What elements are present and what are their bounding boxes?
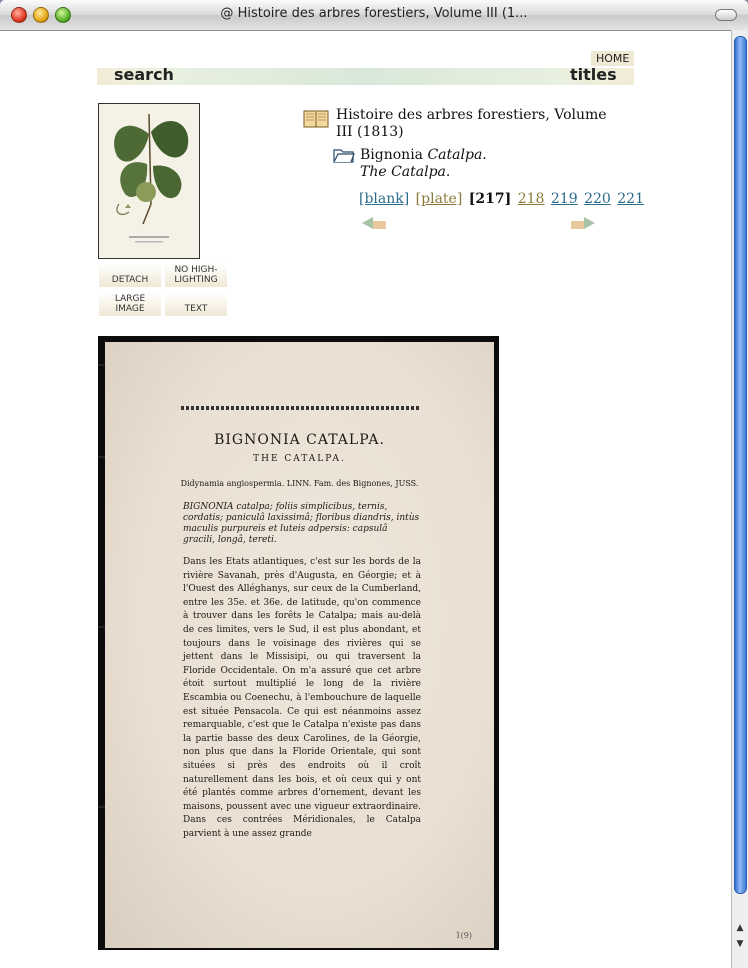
catalpa-plate-image bbox=[99, 104, 199, 258]
folder-icon bbox=[333, 147, 355, 167]
text-label: TEXT bbox=[184, 304, 208, 314]
ornamental-rule bbox=[181, 406, 421, 410]
no-highlighting-button[interactable] bbox=[165, 263, 227, 287]
scan-classification: Didynamia angiospermia. LINN. Fam. des Bignones, JUSS. bbox=[180, 479, 419, 488]
window-title bbox=[0, 6, 748, 21]
no-highlighting-label-2: LIGHTING bbox=[174, 275, 218, 285]
page-link-218[interactable]: 218 bbox=[517, 191, 545, 207]
home-link[interactable]: HOME bbox=[591, 51, 634, 66]
next-page-arrow-icon[interactable] bbox=[570, 215, 596, 234]
scroll-down-arrow-icon[interactable]: ▼ bbox=[736, 939, 744, 949]
title-bar bbox=[0, 0, 748, 31]
text-button[interactable] bbox=[165, 292, 227, 316]
large-image-label bbox=[99, 294, 161, 314]
book-icon bbox=[303, 109, 329, 133]
nav-bar bbox=[97, 68, 634, 85]
scanned-page bbox=[105, 342, 494, 948]
large-image-button[interactable] bbox=[99, 292, 161, 316]
plate-thumbnail[interactable] bbox=[98, 103, 200, 259]
page-link-221[interactable]: 221 bbox=[617, 191, 644, 207]
large-image-label-2: IMAGE bbox=[115, 304, 145, 314]
scroll-up-arrow-icon[interactable]: ▲ bbox=[736, 923, 744, 933]
no-highlighting-label bbox=[165, 265, 227, 285]
large-image-label-1: LARGE bbox=[114, 294, 146, 304]
section-name-plain: Bignonia bbox=[360, 147, 428, 163]
page-link-plate[interactable]: [plate] bbox=[415, 191, 463, 207]
page-scan-image bbox=[98, 336, 499, 950]
scan-subheading: THE CATALPA. bbox=[253, 454, 346, 464]
page-navigation bbox=[359, 191, 646, 207]
toolbar-toggle-button[interactable] bbox=[715, 9, 737, 21]
scrollbar-thumb[interactable] bbox=[734, 36, 747, 894]
page-link-220[interactable]: 220 bbox=[584, 191, 611, 207]
globe-icon: @ bbox=[220, 6, 234, 21]
scan-heading: BIGNONIA CATALPA. bbox=[214, 432, 385, 448]
previous-page-arrow-icon[interactable] bbox=[361, 215, 387, 234]
detach-label: DETACH bbox=[111, 275, 149, 285]
section-common-name: The Catalpa. bbox=[360, 164, 451, 180]
page-link-blank[interactable]: [blank] bbox=[359, 191, 410, 207]
page-content bbox=[0, 31, 731, 968]
page-link-219[interactable]: 219 bbox=[550, 191, 578, 207]
scan-body-text: Dans les Etats atlantiques, c'est sur les bords de la rivière Savanah, près d'Augusta, en Géorgie; et à l'Ouest des Alléghanys, sur ceux de la Cumberland, entre les 35e. et 36e. de latitude, qu'on commence à trouver dans les forêts le Catalpa; mais au-delà de ces limites, vers le Sud, il est plus abondant, et toujours dans le voisinage des rivières qui se jettent dans le Missisipi, ou qui traversent la Floride Occidentale. On m'a assuré que cet arbre étoit surtout multiplié le long de la rivière Escambia ou Coenechu, à l'embouchure de laquelle est située Pensacola. Ce qui est néanmoins assez remarquable, c'est que le Catalpa n'existe pas dans la partie basse des deux Carolines, de la Géorgie, non plus que dans la Floride Orientale, qui sont situées si près des endroits où il croît naturellement dans les bois, et où ceux qui y ont été plantés comme arbres d'ornement, devant les maisons, poussent avec une vigueur extraordinaire. Dans ces contrées Méridionales, le Catalpa parvient à une assez grande bbox=[183, 557, 421, 839]
titles-link[interactable]: titles bbox=[570, 65, 617, 84]
book-title[interactable]: Histoire des arbres forestiers, Volume III (1813) bbox=[336, 107, 607, 140]
window-title-text: Histoire des arbres forestiers, Volume III (1... bbox=[237, 6, 528, 21]
search-link[interactable]: search bbox=[114, 65, 174, 84]
detach-button[interactable] bbox=[99, 263, 161, 287]
section-name-italic: Catalpa. bbox=[427, 147, 487, 163]
vertical-scrollbar[interactable] bbox=[731, 30, 748, 968]
scan-page-number: 1(9) bbox=[455, 931, 472, 940]
no-highlighting-label-1: NO HIGH- bbox=[174, 265, 218, 275]
current-page: [217] bbox=[468, 191, 512, 207]
scan-diagnosis: BIGNONIA catalpa; foliis simplicibus, ternis, cordatis; paniculâ laxissimâ; floribus diandris, intùs maculis purpureis et luteis adpersis: capsulâ gracili, longâ, tereti. bbox=[183, 502, 420, 545]
section-title[interactable] bbox=[360, 147, 487, 181]
